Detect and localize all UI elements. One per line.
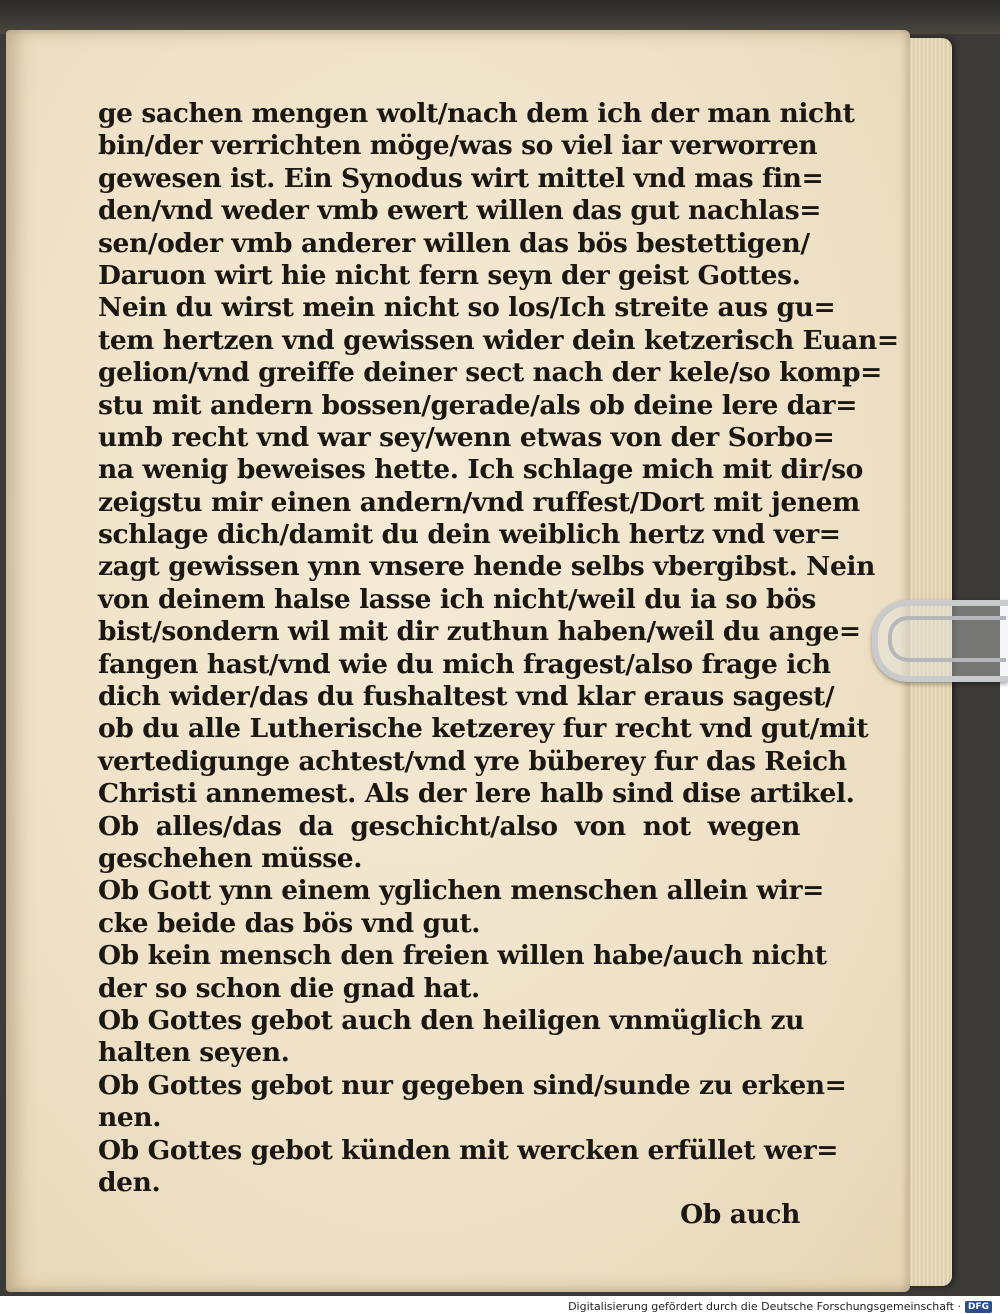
text-line: ob du alle Lutherische ketzerey fur recht vnd gut/mit (98, 713, 869, 745)
text-line: Daruon wirt hie nicht fern seyn der geist Gottes. (98, 259, 801, 291)
text-line: gewesen ist. Ein Synodus wirt mittel vnd mas fin= (98, 162, 824, 194)
text-line: Ob kein mensch den freien willen habe/auch nicht (98, 940, 827, 972)
text-line: geschehen müsse. (98, 842, 363, 874)
text-line: den. (98, 1166, 161, 1198)
paper-clip-inner-icon (888, 616, 1006, 662)
text-line: den/vnd weder vmb ewert willen das gut nachlas= (98, 195, 822, 227)
page-text (98, 98, 899, 1232)
text-line: nen. (98, 1102, 162, 1134)
text-line: halten seyen. (98, 1037, 290, 1069)
text-line: dich wider/das du fushaltest vnd klar eraus sagest/ (98, 681, 835, 713)
text-line: vertedigunge achtest/vnd yre büberey fur das Reich (98, 745, 847, 777)
catchword: Ob auch (680, 1199, 800, 1231)
text-line: Nein du wirst mein nicht so los/Ich streite aus gu= (98, 292, 836, 324)
credit-text: Digitalisierung gefördert durch die Deutsche Forschungsgemeinschaft · (568, 1300, 961, 1313)
text-line: der so schon die gnad hat. (98, 972, 480, 1004)
text-line: zagt gewissen ynn vnsere hende selbs vbergibst. Nein (98, 551, 875, 583)
book-top-edge (0, 0, 1000, 34)
text-line: Ob Gottes gebot nur gegeben sind/sunde zu erken= (98, 1069, 847, 1101)
text-line: sen/oder vmb anderer willen das bös bestettigen/ (98, 227, 810, 259)
text-line: bin/der verrichten möge/was so viel iar verworren (98, 130, 818, 162)
dfg-logo-icon: DFG (965, 1301, 992, 1313)
text-line: bist/sondern wil mit dir zuthun haben/weil du ange= (98, 616, 861, 648)
text-line: Christi annemest. Als der lere halb sind dise artikel. (98, 778, 855, 810)
text-line: Ob alles/das da geschicht/also von not wegen (98, 810, 800, 842)
text-line: na wenig beweises hette. Ich schlage mich mit dir/so (98, 454, 863, 486)
text-line: fangen hast/vnd wie du mich fragest/also frage ich (98, 648, 831, 680)
text-line: Ob Gott ynn einem yglichen menschen allein wir= (98, 875, 824, 907)
text-line: umb recht vnd war sey/wenn etwas von der Sorbo= (98, 421, 835, 453)
text-line: von deinem halse lasse ich nicht/weil du ia so bös (98, 583, 816, 615)
text-line: Ob Gottes gebot auch den heiligen vnmüglich zu (98, 1004, 805, 1036)
text-line: schlage dich/damit du dein weiblich hertz vnd ver= (98, 519, 841, 551)
text-line: gelion/vnd greiffe deiner sect nach der kele/so komp= (98, 357, 882, 389)
text-line: ge sachen mengen wolt/nach dem ich der man nicht (98, 98, 855, 129)
digitization-credit (568, 1300, 992, 1313)
text-line: stu mit andern bossen/gerade/als ob deine lere dar= (98, 389, 858, 421)
text-line: cke beide das bös vnd gut. (98, 907, 481, 939)
text-line: Ob Gottes gebot künden mit wercken erfüllet wer= (98, 1134, 839, 1166)
text-line: tem hertzen vnd gewissen wider dein ketzerisch Euan= (98, 324, 899, 356)
text-line: zeigstu mir einen andern/vnd ruffest/Dort mit jenem (98, 486, 860, 518)
